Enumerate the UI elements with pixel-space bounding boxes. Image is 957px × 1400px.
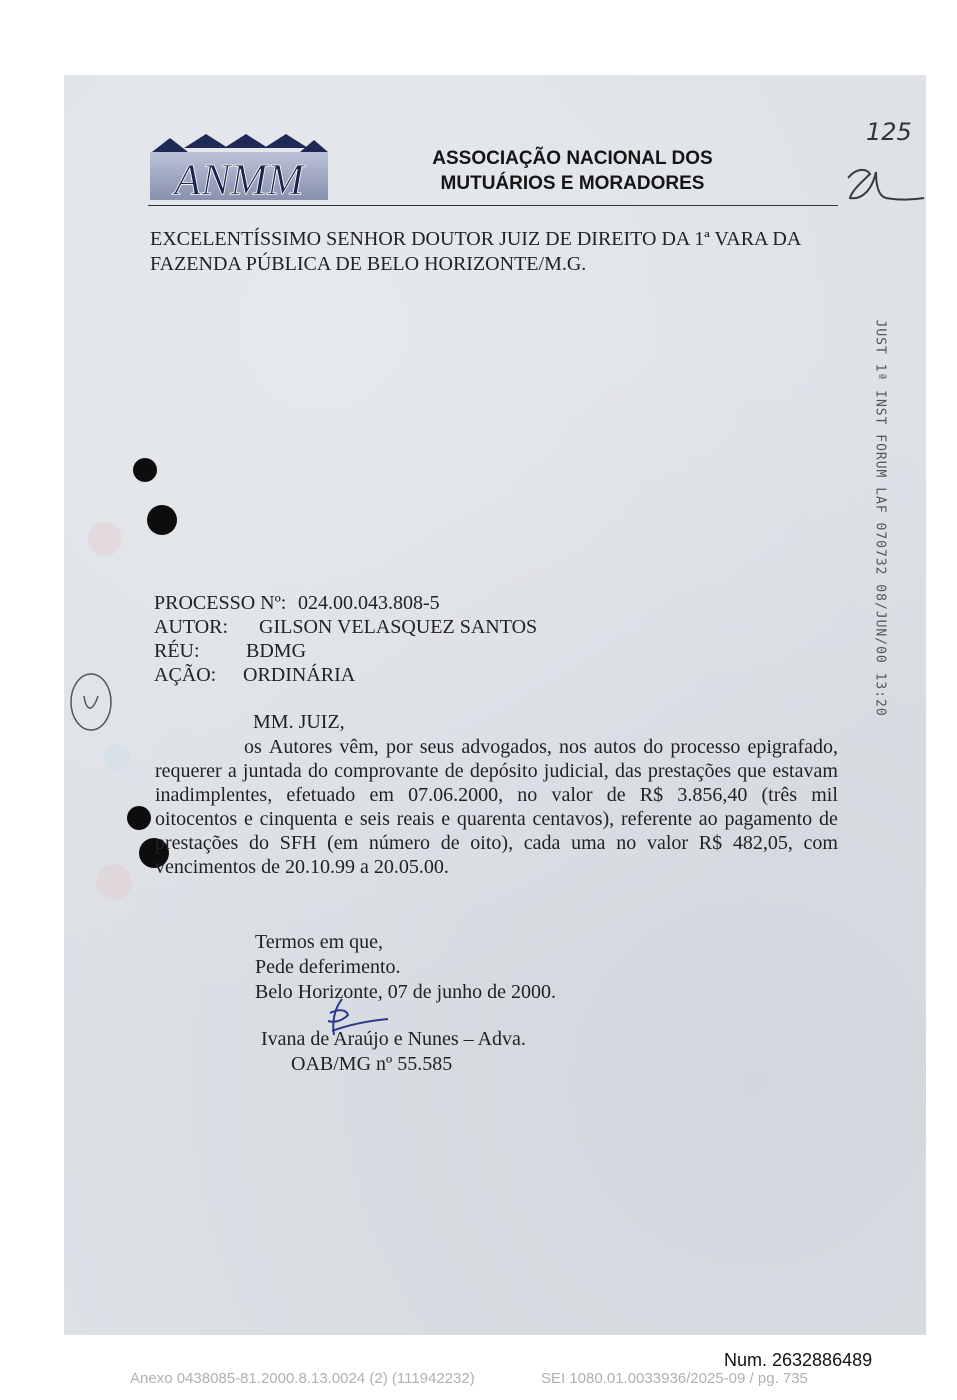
body-word: e (441, 808, 451, 830)
signer-block (261, 1027, 526, 1077)
body-line (155, 735, 838, 759)
body-word: R$ (639, 784, 664, 806)
body-word: nos (558, 736, 587, 758)
body-word: em (369, 784, 394, 806)
organization-name (400, 146, 745, 196)
body-word: quarenta (456, 808, 526, 830)
body-word: número (368, 832, 430, 854)
acao-label: AÇÃO: (154, 664, 217, 686)
body-paragraph (155, 735, 838, 879)
body-line (155, 831, 838, 855)
body-word: de (440, 832, 460, 854)
protocol-stamp: JUST 1ª INST FORUM LAF 070732 08/JUN/00 13:20 (872, 319, 888, 717)
body-word: prestações (155, 832, 239, 854)
addressee-block (150, 227, 850, 277)
body-word: seis (359, 808, 390, 830)
body-word: comprovante (334, 760, 439, 782)
body-word: pagamento (724, 808, 813, 830)
document-number: Num. 2632886489 (724, 1350, 873, 1370)
body-word: valor (551, 784, 593, 806)
body-word: os (244, 736, 262, 758)
body-word: prestações (647, 760, 732, 782)
body-word: do (643, 736, 664, 758)
body-word: advogados, (461, 736, 552, 758)
body-word: (três (761, 784, 798, 806)
body-line (155, 807, 838, 831)
organization-name-line-2: MUTUÁRIOS E MORADORES (440, 173, 705, 194)
body-word: (em (327, 832, 359, 854)
body-word: estavam (772, 760, 838, 782)
body-word: mil (811, 784, 838, 806)
anmm-logo (148, 132, 330, 202)
body-word: depósito (469, 760, 538, 782)
signer-name: Ivana de Araújo e Nunes – Adva. (261, 1028, 526, 1050)
body-word: por (385, 736, 413, 758)
scan-artifact (104, 744, 130, 770)
body-word: de (818, 808, 838, 830)
closing-line-3: Belo Horizonte, 07 de junho de 2000. (255, 981, 557, 1003)
body-word: e (344, 808, 354, 830)
body-word: de (444, 760, 464, 782)
scan-artifact (96, 864, 132, 900)
autor-value: GILSON VELASQUEZ SANTOS (259, 616, 538, 638)
body-word: efetuado (286, 784, 356, 806)
organization-name-line-1: ASSOCIAÇÃO NACIONAL DOS (432, 148, 713, 169)
body-word: R$ (698, 832, 723, 854)
signer-oab: OAB/MG nº 55.585 (291, 1053, 453, 1075)
handwritten-rubric (842, 160, 926, 204)
sei-reference: SEI 1080.01.0033936/2025-09 / pg. 735 (541, 1370, 808, 1387)
body-word: autos (593, 736, 637, 758)
body-word: do (249, 832, 269, 854)
punch-hole (147, 505, 177, 535)
closing-block (255, 930, 556, 1005)
body-word: seus (419, 736, 455, 758)
body-word: 482,05, (732, 832, 793, 854)
body-line (155, 759, 838, 783)
body-word: 07.06.2000, (408, 784, 504, 806)
body-word: epigrafado, (747, 736, 838, 758)
body-line (155, 783, 838, 807)
annex-reference: Anexo 0438085-81.2000.8.13.0024 (2) (111942232) (130, 1370, 475, 1387)
processo-value: 024.00.043.808-5 (298, 592, 440, 614)
body-word: vêm, (339, 736, 379, 758)
body-word: que (737, 760, 767, 782)
body-line: vencimentos de 20.10.99 a 20.05.00. (155, 856, 449, 878)
scan-artifact (88, 522, 122, 556)
body-word: de (606, 784, 626, 806)
acao-value: ORDINÁRIA (243, 664, 356, 686)
handwritten-circle-mark (66, 670, 118, 734)
autor-label: AUTOR: (154, 616, 229, 638)
body-word: oitocentos (155, 808, 238, 830)
body-word: das (614, 760, 642, 782)
body-word: processo (670, 736, 741, 758)
processo-label: PROCESSO Nº: (154, 592, 287, 614)
body-word: 3.856,40 (677, 784, 748, 806)
body-word: inadimplentes, (155, 784, 273, 806)
body-word: a (227, 760, 237, 782)
body-word: no (616, 832, 637, 854)
body-word: cada (523, 832, 561, 854)
punch-hole (127, 806, 151, 830)
body-word: com (803, 832, 838, 854)
body-word: valor (646, 832, 689, 854)
body-word: centavos), (532, 808, 615, 830)
body-word: referente (620, 808, 692, 830)
reu-label: RÉU: (154, 640, 200, 662)
body-word: Autores (268, 736, 333, 758)
closing-line-2: Pede deferimento. (255, 956, 401, 978)
body-word: reais (396, 808, 435, 830)
body-word: judicial, (543, 760, 609, 782)
logo-text: ANMM (174, 155, 304, 202)
punch-hole (133, 458, 157, 482)
reu-value: BDMG (246, 640, 307, 662)
header-rule (148, 205, 838, 206)
footer-reference (130, 1370, 808, 1387)
body-word: SFH (279, 832, 317, 854)
body-word: oito), (470, 832, 514, 854)
closing-line-1: Termos em que, (255, 931, 384, 953)
body-word: uma (571, 832, 606, 854)
body-word: ao (698, 808, 718, 830)
body-word: requerer (155, 760, 222, 782)
addressee-line-2: FAZENDA PÚBLICA DE BELO HORIZONTE/M.G. (150, 253, 587, 275)
body-word: juntada (242, 760, 302, 782)
body-word: cinquenta (259, 808, 338, 830)
salutation: MM. JUIZ, (253, 711, 345, 733)
folio-number: 125 (866, 118, 912, 146)
body-word: no (517, 784, 538, 806)
addressee-line-1: EXCELENTÍSSIMO SENHOR DOUTOR JUIZ DE DIREITO DA 1ª VARA DA (150, 228, 802, 250)
body-word: e (244, 808, 253, 830)
body-word: do (307, 760, 328, 782)
